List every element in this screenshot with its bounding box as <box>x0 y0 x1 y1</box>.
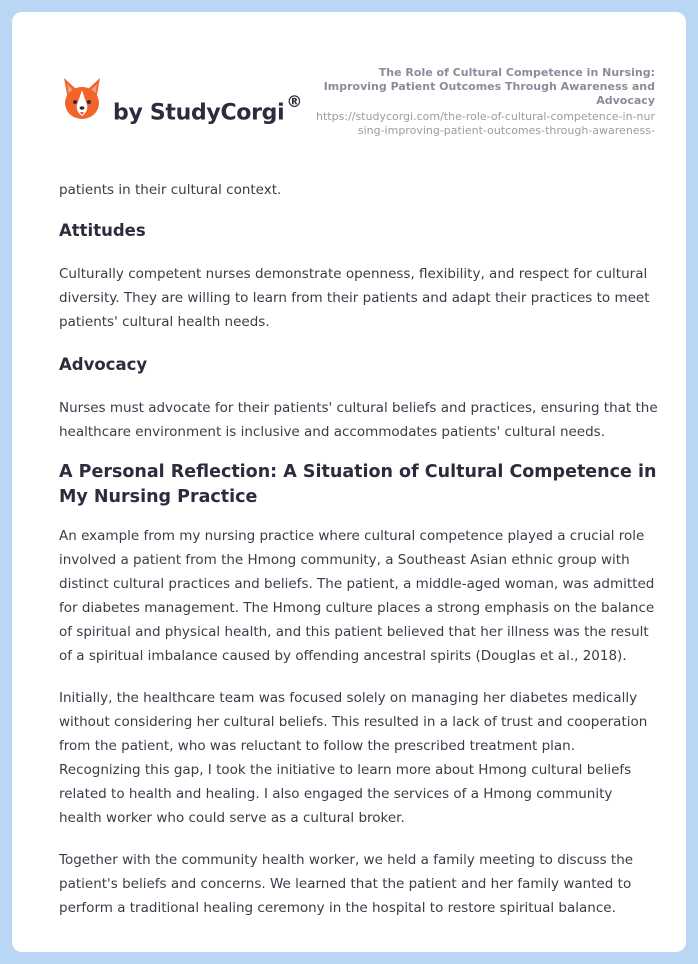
corgi-logo-icon[interactable] <box>60 76 104 122</box>
registered-mark: ® <box>286 92 303 111</box>
reflection-paragraph-3: Together with the community health worker, we held a family meeting to discuss the patient's beliefs and concerns. We learned that the patient and her family wanted to perform a traditional healing ceremony in the hospital to restore spiritual balance. <box>59 852 634 916</box>
reflection-paragraph-1: An example from my nursing practice where cultural competence played a crucial role involved a patient from the Hmong community, a Southeast Asian ethnic group with distinct cultural practices and beliefs. The patient, a middle-aged woman, was admitted for diabetes management. The Hmong culture places a strong emphasis on the balance of spiritual and physical health, and this patient believed that her illness was the result of a spiritual imbalance caused by offending ancestral spirits (Douglas et al., 2018). <box>59 528 655 664</box>
document-meta <box>315 66 655 138</box>
attitudes-heading: Attitudes <box>59 221 146 240</box>
reflection-heading: A Personal Reflection: A Situation of Cultural Competence in My Nursing Practice <box>59 462 657 507</box>
reflection-paragraph-2: Initially, the healthcare team was focused solely on managing her diabetes medically without considering her cultural beliefs. This resulted in a lack of trust and cooperation from the patient, who was reluctant to follow the prescribed treatment plan. Recognizing this gap, I took the initiative to learn more about Hmong cultural beliefs related to health and healing. I also engaged the services of a Hmong community health worker who could serve as a cultural broker. <box>59 690 648 826</box>
advocacy-paragraph: Nurses must advocate for their patients' cultural beliefs and practices, ensuring that the healthcare environment is inclusive and accommodates patients' cultural needs. <box>59 400 658 440</box>
document-title: The Role of Cultural Competence in Nursing: Improving Patient Outcomes Through Awareness and Advocacy <box>323 66 655 107</box>
page-header <box>12 12 686 162</box>
document-page <box>12 12 686 952</box>
attitudes-paragraph: Culturally competent nurses demonstrate openness, flexibility, and respect for cultural diversity. They are willing to learn from their patients and adapt their practices to meet patients' cultural health needs. <box>59 266 650 330</box>
brand-name[interactable] <box>113 92 303 126</box>
advocacy-heading: Advocacy <box>59 355 148 374</box>
article-body <box>59 178 659 920</box>
document-url[interactable]: https://studycorgi.com/the-role-of-cultural-competence-in-nursing-improving-patient-outcomes-through-awareness- <box>316 110 655 137</box>
brand-text: by StudyCorgi <box>113 100 285 126</box>
intro-paragraph-tail: patients in their cultural context. <box>59 182 282 198</box>
